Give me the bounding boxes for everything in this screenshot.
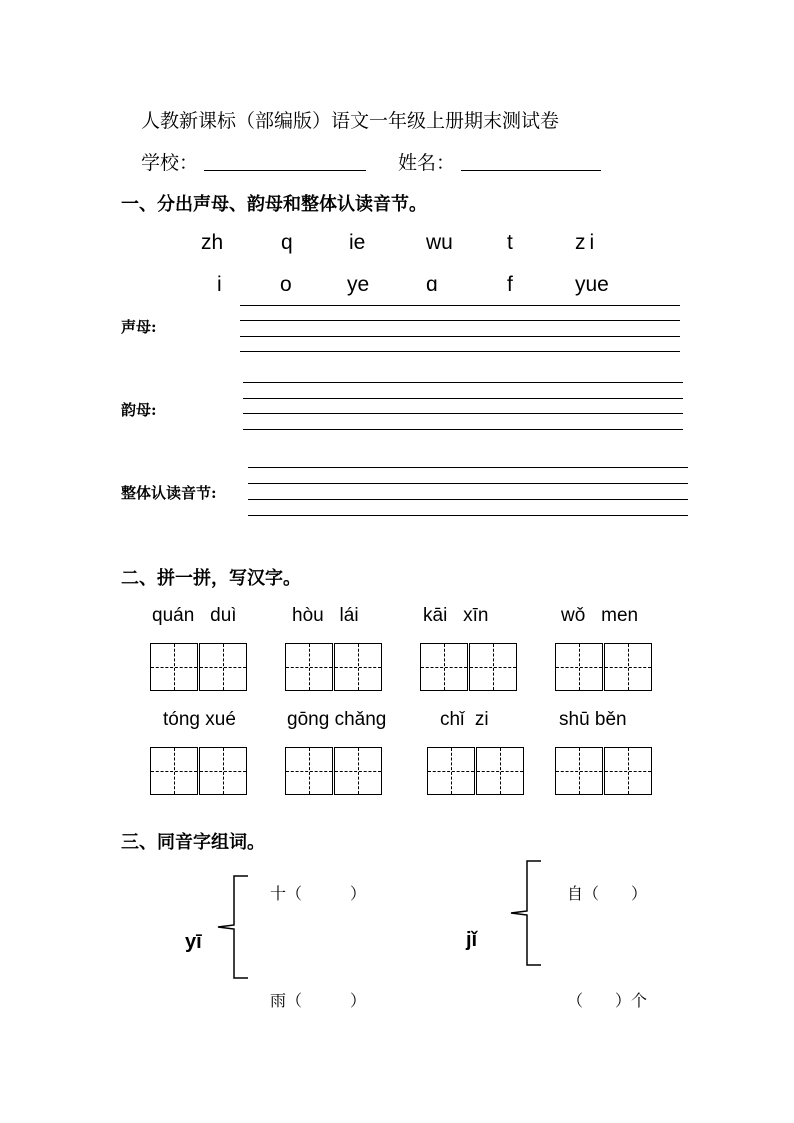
- word-pinyin: shū běn: [559, 709, 627, 730]
- homophone-pinyin: jǐ: [466, 929, 478, 951]
- page-title: 人教新课标（部编版）语文一年级上册期末测试卷: [141, 110, 560, 132]
- pinyin-item: yue: [575, 273, 609, 296]
- school-label: 学校：: [141, 152, 199, 174]
- section2-heading: 二、拼一拼，写汉字。: [121, 568, 301, 589]
- writing-line[interactable]: [243, 429, 683, 430]
- word-pinyin: quán duì: [152, 605, 237, 626]
- pinyin-item: ie: [349, 231, 366, 254]
- word-pinyin: tóng xué: [163, 709, 236, 730]
- tianzige-box[interactable]: [555, 747, 603, 795]
- writing-line[interactable]: [240, 305, 680, 306]
- homophone-blank[interactable]: 十（ ）: [270, 884, 367, 903]
- writing-line[interactable]: [248, 499, 688, 500]
- tianzige-box[interactable]: [334, 747, 382, 795]
- yunmu-label: 韵母:: [121, 401, 157, 419]
- tianzige-box[interactable]: [469, 643, 517, 691]
- tianzige-box[interactable]: [285, 747, 333, 795]
- pinyin-item: zh: [201, 231, 224, 254]
- homophone-blank[interactable]: 雨（ ）: [270, 991, 367, 1010]
- tianzige-box[interactable]: [420, 643, 468, 691]
- homophone-pinyin: yī: [185, 931, 202, 953]
- tianzige-box[interactable]: [199, 643, 247, 691]
- section1-heading: 一、分出声母、韵母和整体认读音节。: [121, 194, 427, 215]
- right-brace: [509, 859, 543, 967]
- homophone-blank[interactable]: 自（ ）: [567, 884, 648, 903]
- tianzige-box[interactable]: [604, 643, 652, 691]
- pinyin-item: ɑ: [426, 273, 438, 296]
- pinyin-item: ye: [347, 273, 370, 296]
- word-pinyin: gōng chǎng: [287, 709, 387, 730]
- shengmu-label: 声母:: [121, 318, 157, 336]
- name-label: 姓名：: [398, 152, 456, 174]
- writing-line[interactable]: [243, 382, 683, 383]
- pinyin-item: q: [281, 231, 293, 254]
- writing-line[interactable]: [248, 515, 688, 516]
- writing-line[interactable]: [248, 467, 688, 468]
- tianzige-box[interactable]: [334, 643, 382, 691]
- tianzige-box[interactable]: [427, 747, 475, 795]
- pinyin-item: zi: [575, 231, 599, 254]
- tianzige-box[interactable]: [199, 747, 247, 795]
- writing-line[interactable]: [240, 351, 680, 352]
- tianzige-box[interactable]: [555, 643, 603, 691]
- school-underline[interactable]: [204, 170, 366, 171]
- writing-line[interactable]: [240, 336, 680, 337]
- section3-heading: 三、同音字组词。: [121, 832, 265, 853]
- word-pinyin: wǒ men: [561, 605, 639, 626]
- word-pinyin: kāi xīn: [423, 605, 489, 626]
- homophone-blank[interactable]: （ ）个: [567, 991, 648, 1010]
- writing-line[interactable]: [248, 483, 688, 484]
- tianzige-box[interactable]: [150, 643, 198, 691]
- word-pinyin: chǐ zi: [440, 709, 489, 730]
- pinyin-item: f: [507, 273, 513, 296]
- tianzige-box[interactable]: [604, 747, 652, 795]
- word-pinyin: hòu lái: [292, 605, 359, 626]
- tianzige-box[interactable]: [476, 747, 524, 795]
- pinyin-item: o: [280, 273, 292, 296]
- pinyin-item: t: [507, 231, 513, 254]
- pinyin-item: i: [217, 273, 222, 296]
- left-brace: [216, 874, 250, 980]
- tianzige-box[interactable]: [285, 643, 333, 691]
- zhengti-label: 整体认读音节:: [121, 484, 217, 502]
- name-underline[interactable]: [461, 170, 601, 171]
- tianzige-box[interactable]: [150, 747, 198, 795]
- writing-line[interactable]: [240, 320, 680, 321]
- writing-line[interactable]: [243, 413, 683, 414]
- writing-line[interactable]: [243, 398, 683, 399]
- pinyin-item: wu: [426, 231, 453, 254]
